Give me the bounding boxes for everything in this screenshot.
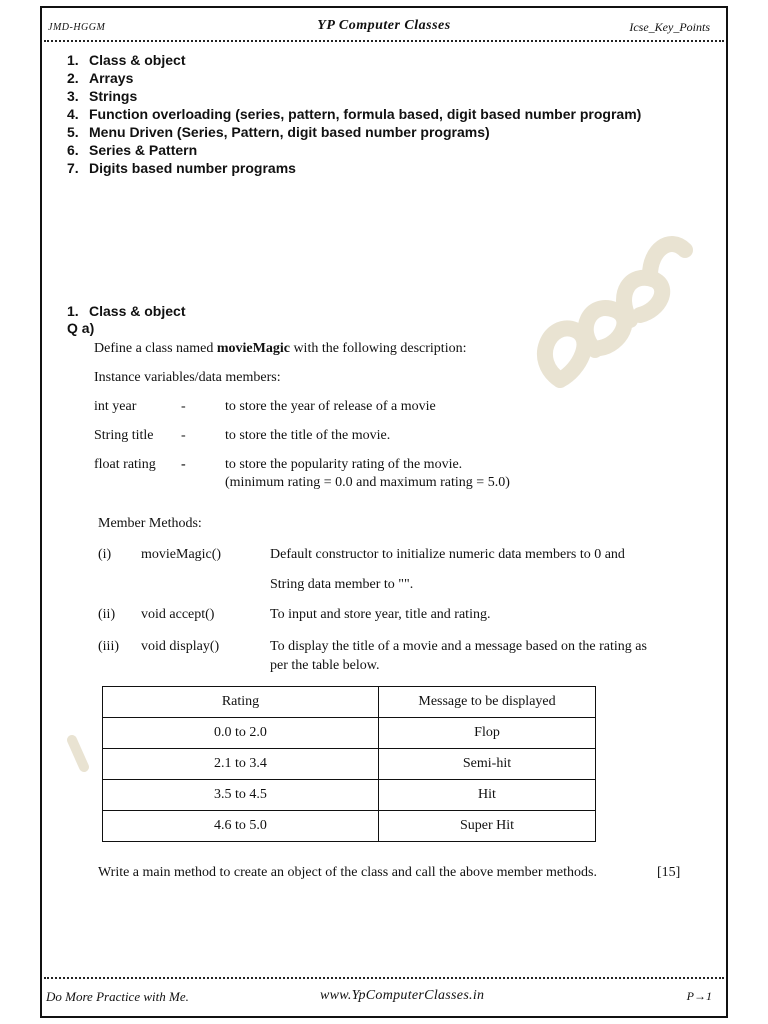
footer-divider <box>44 977 724 979</box>
method-name: movieMagic() <box>141 547 222 562</box>
section-label: Class & object <box>89 303 186 319</box>
topic-num: 6. <box>67 142 79 158</box>
table-header: Message to be displayed <box>379 687 596 718</box>
page-number: P→1 <box>686 989 712 1003</box>
footer-website[interactable]: www.YpComputerClasses.in <box>320 988 485 1003</box>
table-row <box>103 811 596 842</box>
table-header: Rating <box>103 687 379 718</box>
var-type: int year <box>94 399 137 414</box>
var-desc-note: (minimum rating = 0.0 and maximum rating = 5.0) <box>225 475 510 490</box>
var-desc: to store the year of release of a movie <box>225 399 436 414</box>
method-desc: To display the title of a movie and a message based on the rating as <box>270 639 647 654</box>
topic-label: Function overloading (series, pattern, formula based, digit based number program) <box>89 106 642 122</box>
table-cell: Super Hit <box>379 811 596 842</box>
topics-list <box>67 51 641 177</box>
table-row <box>103 749 596 780</box>
header-title: YP Computer Classes <box>317 18 451 33</box>
topic-num: 5. <box>67 124 79 140</box>
var-type: float rating <box>94 457 156 472</box>
class-name: movieMagic <box>216 341 290 356</box>
table-header-row <box>103 687 596 718</box>
rating-table <box>102 686 596 842</box>
marks: [15] <box>657 865 681 880</box>
topic-num: 7. <box>67 160 79 176</box>
var-desc: to store the popularity rating of the movie. <box>225 457 463 472</box>
question-label: Q a) <box>67 320 95 336</box>
var-dash: - <box>181 428 186 443</box>
var-desc: to store the title of the movie. <box>225 428 391 443</box>
topic-item <box>67 105 641 123</box>
methods-heading: Member Methods: <box>98 516 202 531</box>
topic-item <box>67 69 641 87</box>
method-num: (iii) <box>98 639 119 654</box>
method-name: void accept() <box>141 607 215 622</box>
intro-post: with the following description: <box>289 341 467 356</box>
topic-item <box>67 141 641 159</box>
topic-label: Arrays <box>89 70 134 86</box>
topic-label: Menu Driven (Series, Pattern, digit based number programs) <box>89 124 490 140</box>
question-intro <box>94 340 466 357</box>
var-dash: - <box>181 457 186 472</box>
table-cell: 0.0 to 2.0 <box>103 718 379 749</box>
topic-item <box>67 159 641 177</box>
table-row <box>103 718 596 749</box>
intro-pre: Define a class named <box>94 341 217 356</box>
table-cell: Flop <box>379 718 596 749</box>
header-code: JMD-HGGM <box>48 22 106 33</box>
topic-item <box>67 123 641 141</box>
method-num: (i) <box>98 547 112 562</box>
topic-num: 3. <box>67 88 79 104</box>
topic-label: Digits based number programs <box>89 160 296 176</box>
method-desc: Default constructor to initialize numeric data members to 0 and <box>270 547 625 562</box>
table-row <box>103 780 596 811</box>
topic-item <box>67 87 641 105</box>
section-num: 1. <box>67 303 79 319</box>
topic-num: 1. <box>67 52 79 68</box>
topic-item <box>67 51 641 69</box>
watermark-fragment <box>62 735 102 775</box>
table-cell: Hit <box>379 780 596 811</box>
topic-label: Strings <box>89 88 138 104</box>
method-desc-cont: per the table below. <box>270 658 380 673</box>
method-name: void display() <box>141 639 220 654</box>
closing-instruction: Write a main method to create an object of the class and call the above member methods. <box>98 865 597 880</box>
table-cell: Semi-hit <box>379 749 596 780</box>
topic-num: 2. <box>67 70 79 86</box>
table-cell: 4.6 to 5.0 <box>103 811 379 842</box>
var-dash: - <box>181 399 186 414</box>
header-tag: Icse_Key_Points <box>629 20 710 34</box>
method-desc: To input and store year, title and rating. <box>270 607 491 622</box>
section-title <box>67 302 185 320</box>
table-cell: 2.1 to 3.4 <box>103 749 379 780</box>
topic-num: 4. <box>67 106 79 122</box>
topic-label: Series & Pattern <box>89 142 198 158</box>
footer-motto: Do More Practice with Me. <box>46 989 189 1004</box>
vars-heading: Instance variables/data members: <box>94 370 281 385</box>
method-num: (ii) <box>98 607 116 622</box>
header-divider <box>44 40 724 42</box>
method-desc-cont: String data member to "". <box>270 577 414 592</box>
table-cell: 3.5 to 4.5 <box>103 780 379 811</box>
topic-label: Class & object <box>89 52 186 68</box>
watermark-graphic <box>520 220 700 400</box>
var-type: String title <box>94 428 154 443</box>
